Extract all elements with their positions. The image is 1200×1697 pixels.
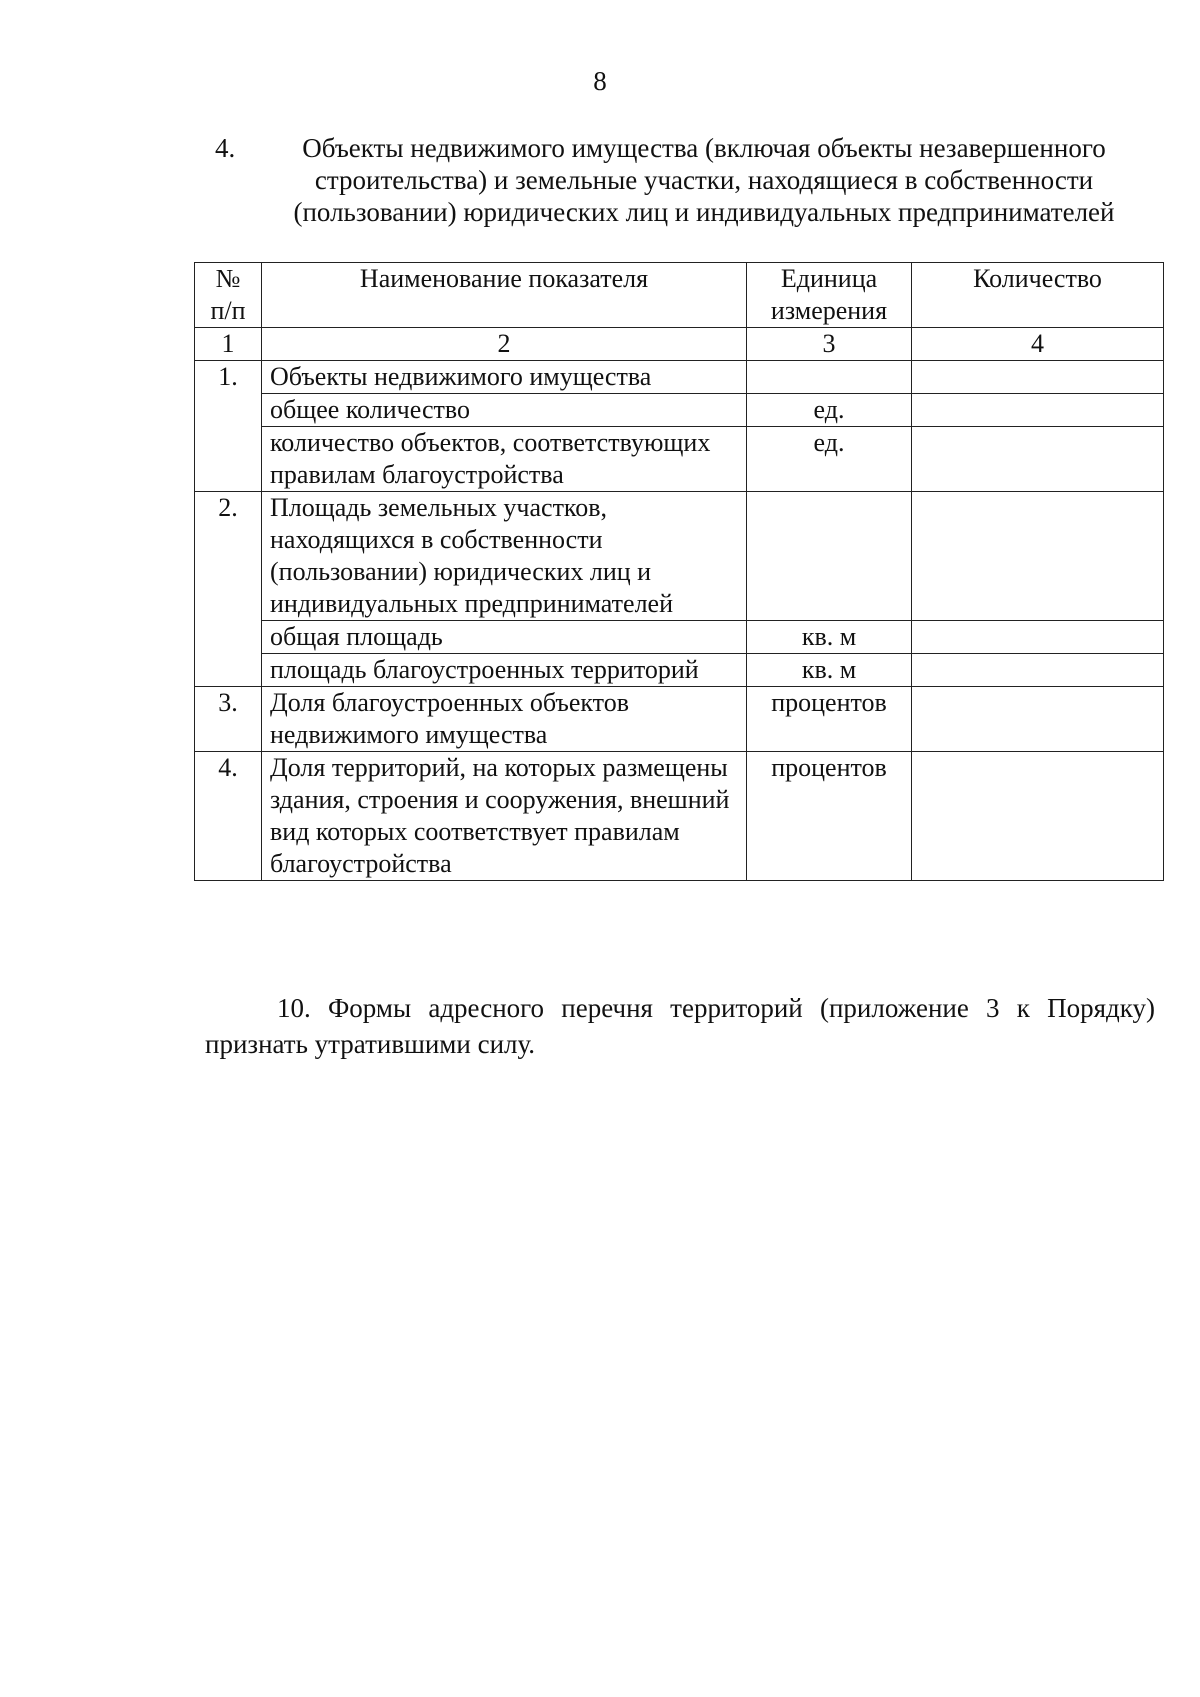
- header-unit: Единица измерения: [747, 263, 912, 328]
- row-name: общая площадь: [262, 621, 747, 654]
- section-title: [215, 132, 1155, 228]
- table-row: [195, 752, 1164, 881]
- row-name: Площадь земельных участков, находящихся в собственности (пользовании) юридических лиц и индивидуальных предпринимателей: [262, 492, 747, 621]
- table-row: [195, 687, 1164, 752]
- table-header-row: [195, 263, 1164, 328]
- row-name: общее количество: [262, 394, 747, 427]
- column-number: 1: [195, 328, 262, 361]
- row-qty: [912, 654, 1164, 687]
- row-num: [195, 427, 262, 492]
- row-num: [195, 394, 262, 427]
- header-qty: Количество: [912, 263, 1164, 328]
- section-number: 4.: [215, 133, 236, 163]
- row-unit: кв. м: [747, 654, 912, 687]
- row-num: 1.: [195, 361, 262, 394]
- row-name: площадь благоустроенных территорий: [262, 654, 747, 687]
- row-unit: процентов: [747, 687, 912, 752]
- column-number: 4: [912, 328, 1164, 361]
- row-num: 2.: [195, 492, 262, 621]
- row-num: [195, 654, 262, 687]
- column-number: 3: [747, 328, 912, 361]
- row-qty: [912, 361, 1164, 394]
- table-row: [195, 621, 1164, 654]
- row-unit: [747, 361, 912, 394]
- row-qty: [912, 621, 1164, 654]
- row-unit: ед.: [747, 394, 912, 427]
- page-number: 8: [593, 66, 607, 96]
- column-number: 2: [262, 328, 747, 361]
- row-num: 4.: [195, 752, 262, 881]
- row-num: 3.: [195, 687, 262, 752]
- indicators-table: [194, 262, 1164, 881]
- table-row: [195, 361, 1164, 394]
- row-unit: [747, 492, 912, 621]
- column-numbers-row: [195, 328, 1164, 361]
- row-qty: [912, 752, 1164, 881]
- row-name: Доля благоустроенных объектов недвижимого имущества: [262, 687, 747, 752]
- section-title-line: (пользовании) юридических лиц и индивидуальных предпринимателей: [293, 197, 1115, 227]
- section-title-line: строительства) и земельные участки, находящиеся в собственности: [314, 165, 1094, 195]
- footer-paragraph: 10. Формы адресного перечня территорий (приложение 3 к Порядку) признать утратившими силу.: [205, 993, 1155, 1059]
- section-title-line: Объекты недвижимого имущества (включая объекты незавершенного: [302, 133, 1106, 163]
- row-num: [195, 621, 262, 654]
- row-unit: ед.: [747, 427, 912, 492]
- row-name: количество объектов, соответствующих правилам благоустройства: [262, 427, 747, 492]
- row-unit: процентов: [747, 752, 912, 881]
- row-qty: [912, 492, 1164, 621]
- row-name: Объекты недвижимого имущества: [262, 361, 747, 394]
- row-qty: [912, 394, 1164, 427]
- table-row: [195, 492, 1164, 621]
- table-row: [195, 394, 1164, 427]
- table-row: [195, 654, 1164, 687]
- row-name: Доля территорий, на которых размещены здания, строения и сооружения, внешний вид которых соответствует правилам благоустройства: [262, 752, 747, 881]
- row-qty: [912, 687, 1164, 752]
- row-unit: кв. м: [747, 621, 912, 654]
- header-name: Наименование показателя: [262, 263, 747, 328]
- header-num: № п/п: [195, 263, 262, 328]
- table-row: [195, 427, 1164, 492]
- row-qty: [912, 427, 1164, 492]
